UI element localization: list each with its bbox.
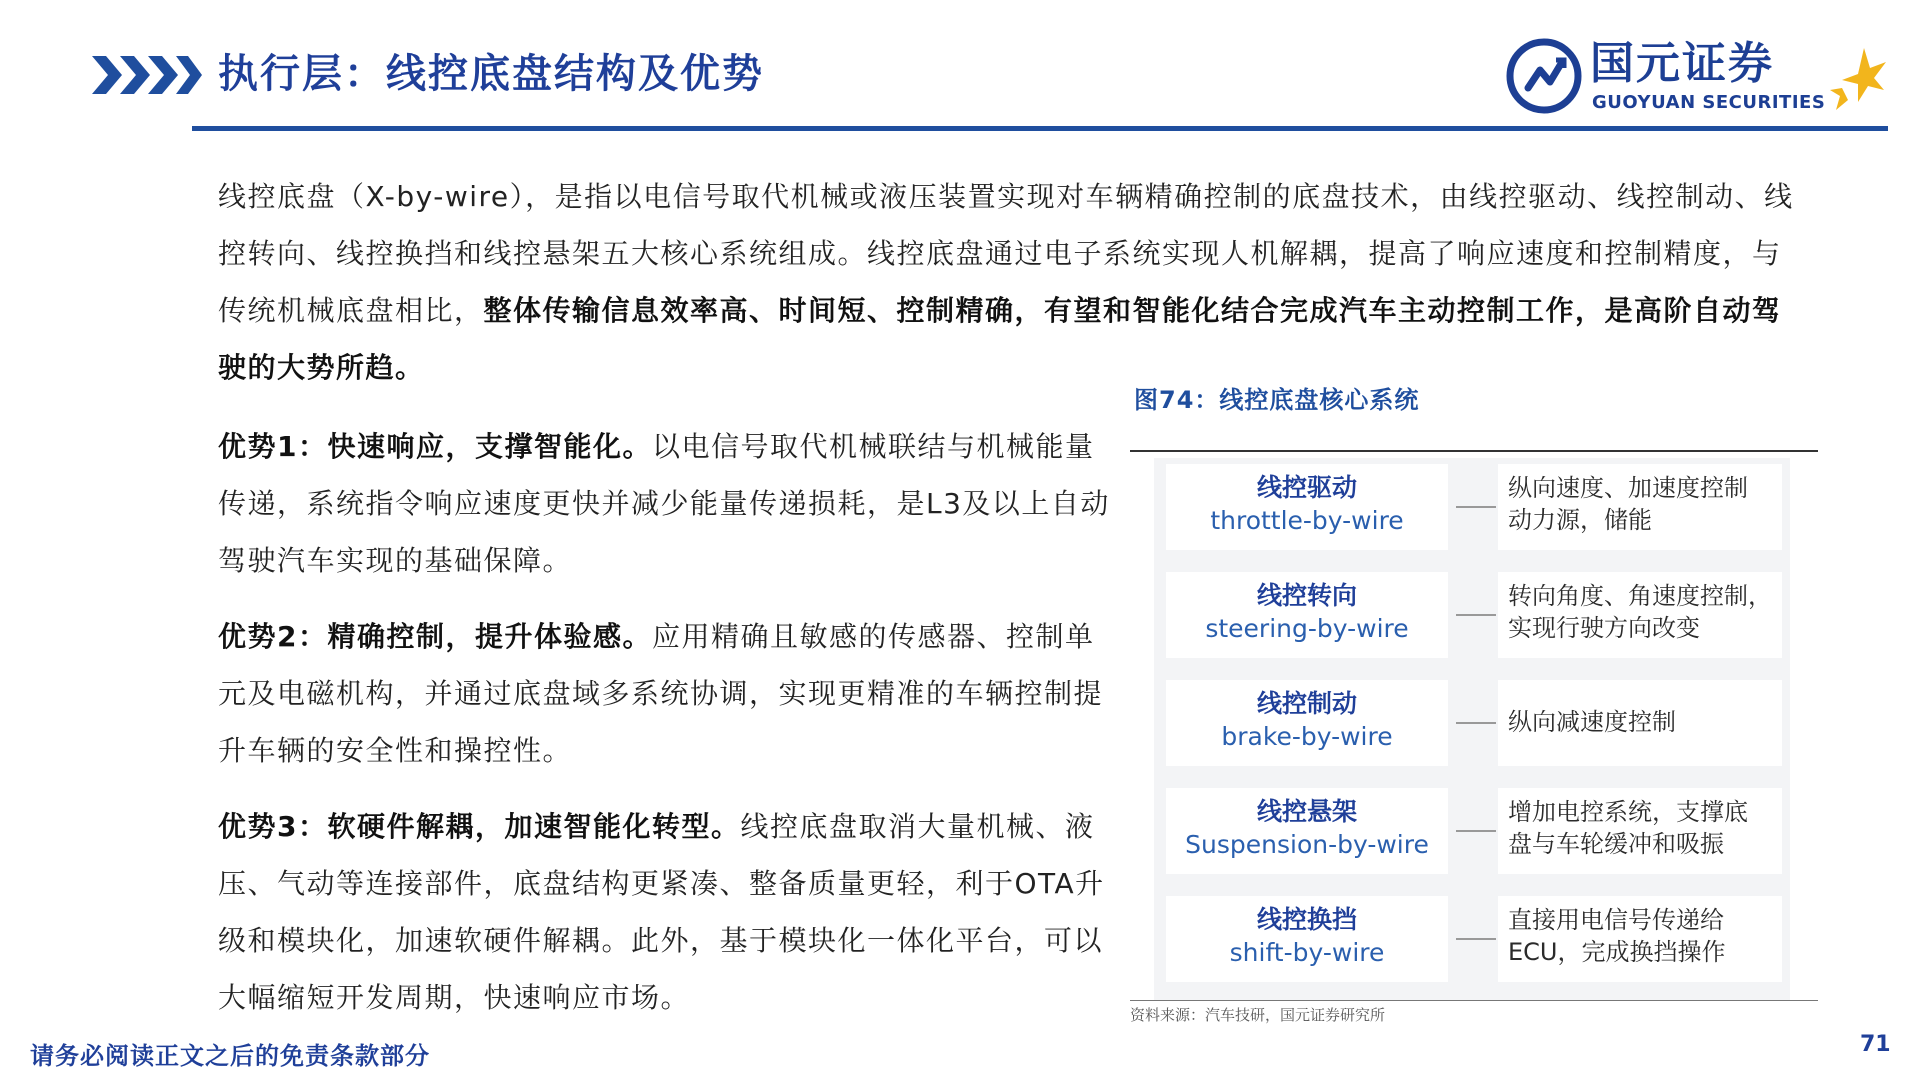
figure-system-desc: 纵向减速度控制 bbox=[1498, 680, 1782, 766]
advantage-1-heading: 优势1：快速响应，支撑智能化。 bbox=[218, 430, 652, 463]
figure-system-cn: 线控驱动 bbox=[1256, 473, 1357, 502]
figure-system-cn: 线控悬架 bbox=[1256, 797, 1357, 826]
figure-row-shift bbox=[1154, 890, 1790, 988]
figure-system-en: brake-by-wire bbox=[1221, 722, 1393, 751]
footer-disclaimer: 请务必阅读正文之后的免责条款部分 bbox=[30, 1042, 430, 1070]
intro-normal-text: 线控底盘（X-by-wire），是指以电信号取代机械或液压装置实现对车辆精确控制的底盘技术，由线控驱动、线控制动、线控转向、线控换挡和线控悬架五大核心系统组成。线控底盘通过电子系统实现人机解耦，提高了响应速度和控制精度，与传统机械底盘相比， bbox=[218, 180, 1794, 327]
figure-row-brake bbox=[1154, 674, 1790, 772]
figure-system-en: throttle-by-wire bbox=[1210, 506, 1404, 535]
logo-english-name: GUOYUAN SECURITIES bbox=[1592, 92, 1826, 113]
figure-system-box bbox=[1166, 788, 1448, 874]
figure-connector bbox=[1456, 938, 1496, 940]
figure-top-rule bbox=[1130, 450, 1818, 452]
figure-row-suspension bbox=[1154, 782, 1790, 880]
page-number: 71 bbox=[1860, 1032, 1891, 1057]
title-chevrons-icon bbox=[92, 52, 202, 98]
advantage-2-text: 应用精确且敏感的传感器、控制单元及电磁机构，并通过底盘域多系统协调，实现更精准的车辆控制提升车辆的安全性和操控性。 bbox=[218, 620, 1104, 767]
advantage-3-heading: 优势3：软硬件解耦，加速智能化转型。 bbox=[218, 810, 741, 843]
figure-row-steering bbox=[1154, 566, 1790, 664]
guoyuan-emblem-icon bbox=[1506, 36, 1582, 116]
figure-system-cn: 线控换挡 bbox=[1256, 905, 1357, 934]
advantage-2-paragraph bbox=[218, 608, 1118, 779]
intro-paragraph bbox=[218, 168, 1804, 396]
advantage-2-heading: 优势2：精确控制，提升体验感。 bbox=[218, 620, 652, 653]
advantage-3-text: 线控底盘取消大量机械、液压、气动等连接部件，底盘结构更紧凑、整备质量更轻，利于OTA升级和模块化，加速软硬件解耦。此外，基于模块化一体化平台，可以大幅缩短开发周期，快速响应市场。 bbox=[218, 810, 1105, 1014]
logo-chinese-name: 国元证券 bbox=[1590, 38, 1774, 89]
figure-system-desc: 纵向速度、加速度控制 动力源，储能 bbox=[1498, 464, 1782, 550]
figure-system-desc: 直接用电信号传递给 ECU，完成换挡操作 bbox=[1498, 896, 1782, 982]
title-underline bbox=[192, 126, 1888, 131]
figure-system-en: Suspension-by-wire bbox=[1185, 830, 1429, 859]
figure-connector bbox=[1456, 830, 1496, 832]
figure-system-box bbox=[1166, 680, 1448, 766]
figure-system-cn: 线控转向 bbox=[1256, 581, 1357, 610]
gold-star-icon bbox=[1824, 44, 1890, 118]
page-title: 执行层：线控底盘结构及优势 bbox=[218, 50, 764, 97]
company-logo bbox=[1506, 36, 1890, 118]
figure-caption: 图74：线控底盘核心系统 bbox=[1134, 386, 1420, 414]
figure-system-en: shift-by-wire bbox=[1229, 938, 1385, 967]
figure-connector bbox=[1456, 506, 1496, 508]
figure-system-box bbox=[1166, 464, 1448, 550]
figure-system-box bbox=[1166, 896, 1448, 982]
advantage-3-paragraph bbox=[218, 798, 1128, 1026]
figure-system-desc: 转向角度、角速度控制， 实现行驶方向改变 bbox=[1498, 572, 1782, 658]
figure-bottom-rule bbox=[1130, 1000, 1818, 1001]
figure-system-box bbox=[1166, 572, 1448, 658]
figure-core-systems bbox=[1154, 458, 1790, 1000]
figure-row-throttle bbox=[1154, 458, 1790, 556]
advantage-1-text: 以电信号取代机械联结与机械能量传递，系统指令响应速度更快并减少能量传递损耗，是L3及以上自动驾驶汽车实现的基础保障。 bbox=[218, 430, 1110, 577]
intro-bold-text: 整体传输信息效率高、时间短、控制精确，有望和智能化结合完成汽车主动控制工作，是高阶自动驾驶的大势所趋。 bbox=[218, 294, 1782, 384]
figure-source: 资料来源：汽车技研，国元证券研究所 bbox=[1130, 1006, 1386, 1024]
figure-connector bbox=[1456, 722, 1496, 724]
advantage-1-paragraph bbox=[218, 418, 1118, 589]
figure-connector bbox=[1456, 614, 1496, 616]
figure-system-cn: 线控制动 bbox=[1256, 689, 1357, 718]
figure-system-desc: 增加电控系统，支撑底 盘与车轮缓冲和吸振 bbox=[1498, 788, 1782, 874]
figure-system-en: steering-by-wire bbox=[1205, 614, 1409, 643]
